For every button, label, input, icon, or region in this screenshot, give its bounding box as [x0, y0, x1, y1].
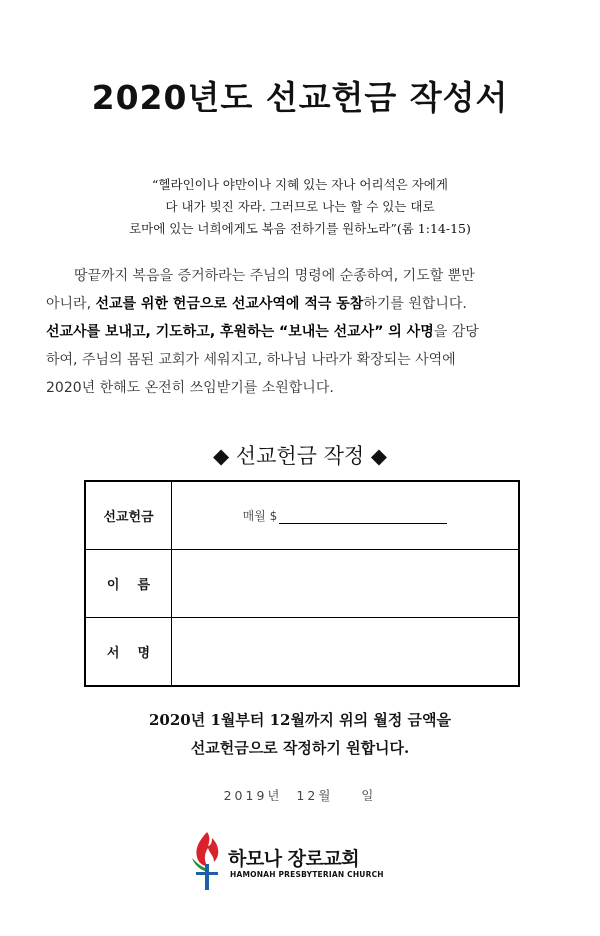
pledge-form-table: [84, 480, 520, 687]
intro-text: 을 감당: [433, 324, 479, 340]
section-title: ◆ 선교헌금 작정 ◆: [212, 444, 388, 468]
intro-line: 2020년 한해도 온전히 쓰임받기를 소원합니다.: [46, 380, 334, 396]
page-title: 2020년도 선교헌금 작성서: [91, 78, 509, 117]
intro-text: 하기를 원합니다.: [363, 296, 467, 312]
table-row: [85, 481, 519, 550]
church-name: 하모나 장로교회: [228, 848, 360, 870]
quote-line: 다 내가 빚진 자라. 그러므로 나는 할 수 있는 대로: [165, 199, 435, 214]
intro-text: 아니라,: [46, 296, 96, 312]
monthly-prefix: 매월 $: [242, 509, 278, 523]
closing-line: 선교헌금으로 작정하기 원합니다.: [190, 739, 410, 757]
table-row: [85, 550, 519, 618]
signature-field[interactable]: [172, 618, 520, 687]
quote-line: “헬라인이나 야만이나 지혜 있는 자나 어리석은 자에게: [152, 177, 448, 192]
intro-emphasis: 선교를 위한 헌금으로 선교사역에 적극 동참: [95, 296, 364, 312]
date-line: 2019년 12월 일: [223, 788, 377, 803]
name-label: 이 름: [85, 550, 172, 618]
intro-paragraph: [46, 262, 560, 402]
amount-field[interactable]: [172, 481, 520, 550]
intro-line: 하여, 주님의 몸된 교회가 세워지고, 하나님 나라가 확장되는 사역에: [46, 352, 456, 368]
closing-statement: [0, 706, 600, 762]
scripture-quote: [0, 174, 600, 240]
intro-emphasis: 선교사를 보내고, 기도하고, 후원하는 “보내는 선교사” 의 사명: [46, 324, 434, 340]
closing-line: 2020년 1월부터 12월까지 위의 월정 금액을: [148, 711, 452, 729]
intro-line: 땅끝까지 복음을 증거하라는 주님의 명령에 순종하여, 기도할 뿐만: [74, 268, 475, 284]
amount-blank-line: [279, 509, 447, 524]
flame-cross-icon: [188, 828, 226, 892]
flame-shape: [196, 832, 218, 866]
church-logo: [188, 828, 418, 892]
church-name-english: HAMONAH PRESBYTERIAN CHURCH: [230, 870, 384, 879]
offering-label: 선교헌금: [85, 481, 172, 550]
intro-line: [46, 318, 560, 346]
signature-label: 서 명: [85, 618, 172, 687]
intro-line: [46, 290, 560, 318]
name-field[interactable]: [172, 550, 520, 618]
table-row: [85, 618, 519, 687]
quote-line: 로마에 있는 너희에게도 복음 전하기를 원하노라”(롬 1:14-15): [129, 221, 471, 236]
